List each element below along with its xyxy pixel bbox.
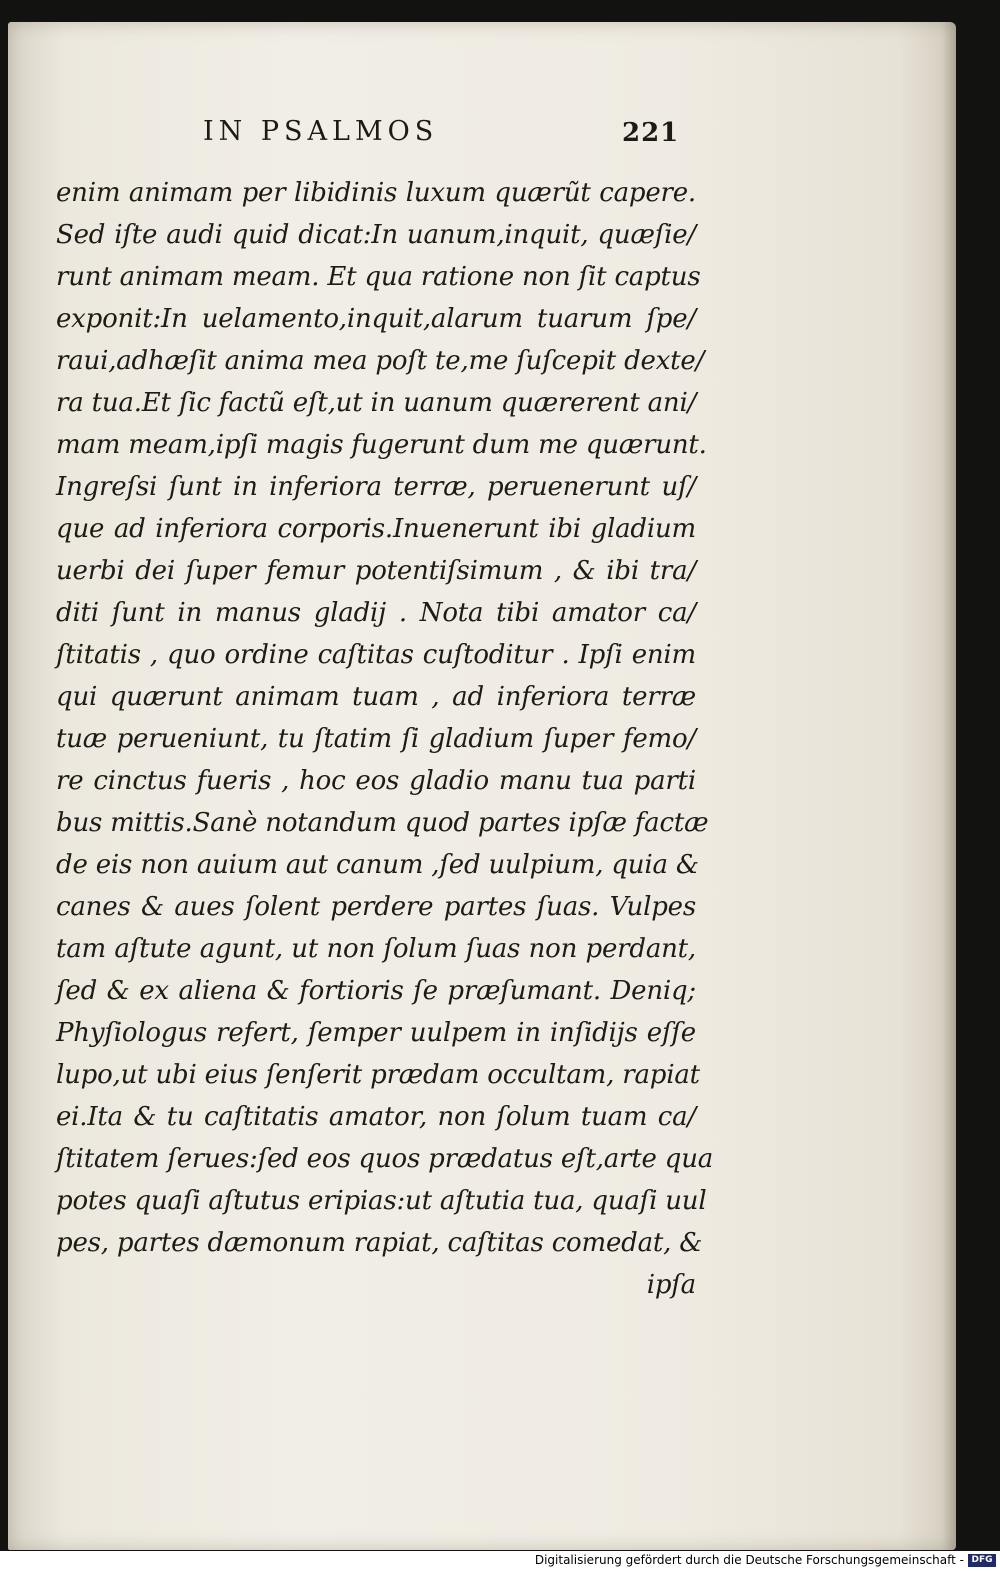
text-line: uerbi dei ſuper femur potentiſsimum , & ibi tra/ bbox=[56, 556, 696, 586]
catchword: ipſa bbox=[646, 1270, 696, 1300]
book-page bbox=[8, 22, 956, 1550]
text-line: runt animam meam. Et qua ratione non ſit captus bbox=[56, 262, 701, 292]
text-line: lupo,ut ubi eius ſenſerit prædam occultam, rapiat bbox=[56, 1060, 700, 1090]
text-line: canes & aues ſolent perdere partes ſuas. Vulpes bbox=[56, 892, 696, 922]
text-line: ſtitatis , quo ordine caſtitas cuſtoditur . Ipſi enim bbox=[56, 640, 696, 670]
text-line: pes, partes dæmonum rapiat, caſtitas comedat, & bbox=[56, 1228, 703, 1258]
text-line: ra tua.Et ſic factũ eſt,ut in uanum quærerent ani/ bbox=[56, 388, 697, 418]
text-line: qui quærunt animam tuam , ad inferiora terræ bbox=[56, 682, 696, 712]
text-line: exponit:In uelamento,inquit,alarum tuarum ſpe/ bbox=[56, 304, 696, 334]
running-title: IN PSALMOS bbox=[203, 116, 439, 147]
text-line: ſed & ex aliena & fortioris ſe præſumant. Deniq; bbox=[56, 976, 696, 1006]
digitization-footer bbox=[0, 1551, 1000, 1571]
text-line: de eis non auium aut canum ,ſed uulpium, quia & bbox=[56, 850, 699, 880]
text-line: Sed iſte audi quid dicat:In uanum,inquit, quæſie/ bbox=[56, 220, 696, 250]
funding-credit: Digitalisierung gefördert durch die Deutsche Forschungsgemeinschaft - bbox=[534, 1553, 964, 1567]
text-line: Phyſiologus refert, ſemper uulpem in inſidijs eſſe bbox=[56, 1018, 696, 1048]
text-block bbox=[56, 172, 714, 1306]
text-line: diti ſunt in manus gladij . Nota tibi amator ca/ bbox=[56, 598, 696, 628]
text-line: ſtitatem ſerues:ſed eos quos prædatus eſt,arte qua bbox=[56, 1144, 714, 1174]
text-line: ei.Ita & tu caſtitatis amator, non ſolum tuam ca/ bbox=[56, 1102, 696, 1132]
text-line: enim animam per libidinis luxum quærũt capere. bbox=[56, 178, 696, 208]
text-line: potes quaſi aſtutus eripias:ut aſtutia tua, quaſi uul bbox=[56, 1186, 707, 1216]
text-line: Ingreſsi ſunt in inferiora terræ, peruenerunt uſ/ bbox=[56, 472, 696, 502]
page-number: 221 bbox=[622, 118, 680, 148]
text-line: tam aſtute agunt, ut non ſolum ſuas non perdant, bbox=[56, 934, 696, 964]
text-line: raui,adhæſit anima mea poſt te,me ſuſcepit dexte/ bbox=[56, 346, 705, 376]
text-line: tuæ perueniunt, tu ſtatim ſi gladium ſuper femo/ bbox=[56, 724, 696, 754]
page-header bbox=[8, 116, 956, 156]
text-line: re cinctus fueris , hoc eos gladio manu tua parti bbox=[56, 766, 696, 796]
dfg-logo: DFG bbox=[968, 1554, 996, 1567]
text-line: que ad inferiora corporis.Inuenerunt ibi gladium bbox=[56, 514, 696, 544]
text-line: bus mittis.Sanè notandum quod partes ipſæ factæ bbox=[56, 808, 709, 838]
text-line: mam meam,ipſi magis fugerunt dum me quærunt. bbox=[56, 430, 707, 460]
page-edge-shadow bbox=[942, 22, 956, 1550]
